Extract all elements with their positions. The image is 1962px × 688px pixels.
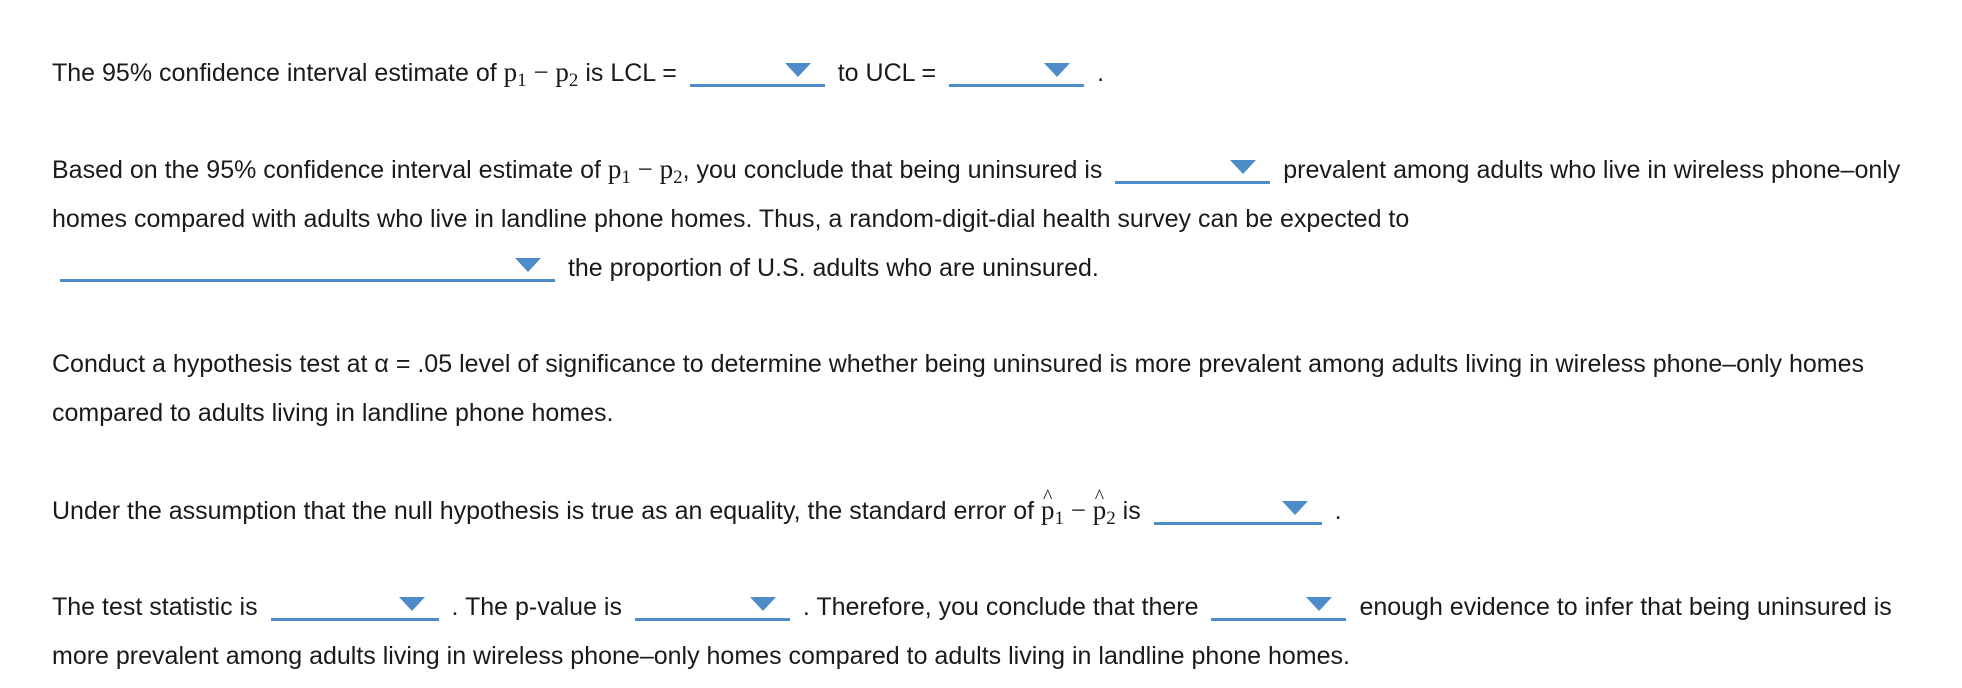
- chevron-down-icon: [399, 597, 425, 611]
- ci-prefix-text: The 95% confidence interval estimate of: [52, 59, 504, 87]
- ci-estimate-sentence: [52, 48, 1104, 98]
- conclusion-text: , you conclude that being uninsured is: [682, 156, 1103, 184]
- sentence-period: .: [1097, 59, 1105, 87]
- survey-effect-dropdown[interactable]: [60, 247, 555, 282]
- chevron-down-icon: [1230, 160, 1256, 174]
- chevron-down-icon: [1282, 501, 1308, 515]
- p-value-label: . The p-value is: [451, 593, 622, 621]
- prevalence-text: prevalent among adults who live in wireless phone–only homes compared with adults who live in landline phone homes. Thus, a random-digit-dial health survey can be expected to: [52, 156, 1901, 233]
- chevron-down-icon: [750, 597, 776, 611]
- test-statistic-paragraph: [52, 583, 1912, 681]
- test-statistic-label: The test statistic is: [52, 593, 258, 621]
- alpha-symbol: α: [374, 350, 389, 378]
- ci-conclusion-paragraph: [52, 145, 1912, 293]
- p-value-dropdown[interactable]: [635, 586, 790, 621]
- p1-minus-p2-expression: $p_1 - p_2$: [503, 57, 579, 91]
- p1hat-minus-p2hat-expression: ^ $p_1$ − ^ $p_2$: [1041, 495, 1116, 525]
- survey-effect-text: the proportion of U.S. adults who are uninsured.: [567, 254, 1099, 282]
- conclusion-label: . Therefore, you conclude that there: [802, 593, 1199, 621]
- chevron-down-icon: [1306, 597, 1332, 611]
- chevron-down-icon: [785, 63, 811, 77]
- chevron-down-icon: [515, 258, 541, 272]
- ucl-dropdown[interactable]: [949, 52, 1084, 87]
- prevalence-dropdown[interactable]: [1115, 149, 1270, 184]
- hypothesis-text: = .05 level of significance to determine whether being uninsured is more prevalent among adults living in wireless phone–only homes compared to adults living in landline phone homes.: [52, 350, 1865, 427]
- chevron-down-icon: [1044, 63, 1070, 77]
- hypothesis-prefix-text: Conduct a hypothesis test at: [52, 350, 375, 378]
- ucl-label: to UCL =: [837, 59, 937, 87]
- lcl-dropdown[interactable]: [690, 52, 825, 87]
- lcl-label: is LCL =: [578, 59, 677, 87]
- hypothesis-test-instruction: [52, 340, 1912, 438]
- sentence-period: .: [1334, 497, 1342, 525]
- standard-error-prefix-text: Under the assumption that the null hypothesis is true as an equality, the standard error of: [52, 497, 1041, 525]
- p1-minus-p2-expression: $p_1 - p_2$: [607, 154, 683, 188]
- conclusion-prefix-text: Based on the 95% confidence interval estimate of: [52, 156, 608, 184]
- standard-error-sentence: [52, 486, 1342, 536]
- evidence-dropdown[interactable]: [1211, 586, 1346, 621]
- evidence-text: enough evidence to infer that being uninsured is more prevalent among adults living in wireless phone–only homes compared to adults living in landline phone homes.: [52, 593, 1892, 670]
- standard-error-dropdown[interactable]: [1154, 490, 1322, 525]
- test-statistic-dropdown[interactable]: [271, 586, 439, 621]
- standard-error-is-text: is: [1115, 497, 1141, 525]
